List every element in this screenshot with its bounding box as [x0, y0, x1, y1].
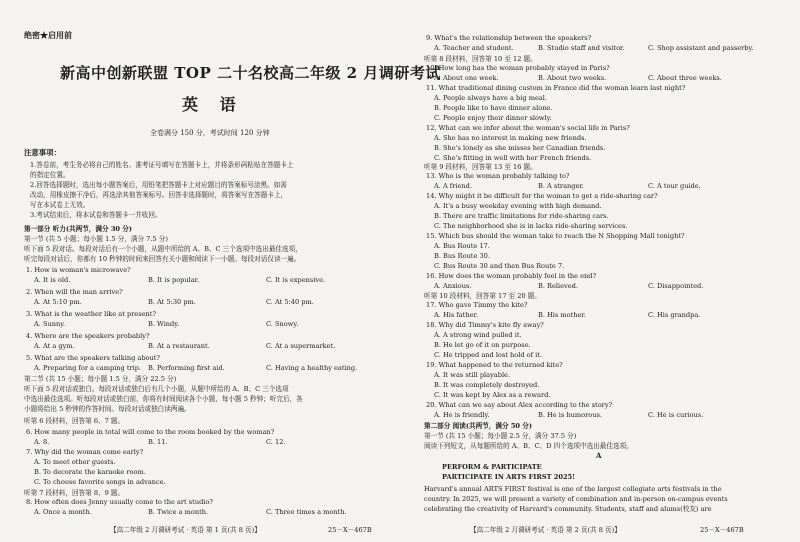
- option-b: B. Bus Route 30.: [434, 252, 490, 260]
- option-b: B. Studio staff and visitor.: [538, 44, 625, 52]
- question-12: 12. What can we infer about the woman's social life in Paris?: [426, 124, 630, 132]
- section2-instructions: 小题将给出 5 秒钟的作答时间。每段对话或独白读两遍。: [24, 405, 191, 413]
- note-line: 3.考试结束后，将本试卷和答题卡一并收回。: [30, 211, 162, 219]
- option-c: C. The neighborhood she is in lacks ride-sharing services.: [434, 222, 628, 230]
- option-b: B. Relieved.: [538, 282, 578, 290]
- page-code: 25－X－467B: [700, 526, 744, 534]
- option-b: B. People like to have dinner alone.: [434, 104, 553, 112]
- section2-instructions: 中选出最佳选项。听每段对话或独白前，你将有时间阅读各个小题，每小题 5 秒钟；听完后，各: [24, 395, 303, 403]
- option-b: B. To decorate the karaoke room.: [34, 468, 146, 476]
- notes-list: [30, 160, 293, 220]
- option-b: B. Windy.: [148, 320, 180, 328]
- passage-subheading: PARTICIPATE IN ARTS FIRST 2025!: [442, 473, 576, 481]
- note-line: 的指定位置。: [30, 171, 70, 179]
- note-line: 1.答卷前，考生务必将自己的姓名、准考证号填写在答题卡上，并将条形码粘贴在答题卡上: [30, 161, 294, 169]
- option-c: C. It was kept by Alex as a reward.: [434, 391, 551, 399]
- question-18: 18. Why did Timmy's kite fly away?: [426, 321, 544, 329]
- listening-material-6: 听第 6 段材料，回答第 6、7 题。: [24, 417, 125, 425]
- section1-heading: 第一节 (共 5 小题；每小题 1.5 分，满分 7.5 分): [24, 235, 168, 243]
- question-9: 9. What's the relationship between the speakers?: [426, 34, 592, 42]
- option-a: A. Sunny.: [34, 320, 66, 328]
- option-c: C. 12.: [266, 438, 286, 446]
- question-1: 1. How is woman's microwave?: [26, 266, 131, 274]
- passage-label: A: [596, 451, 602, 460]
- option-c: C. He tripped and lost hold of it.: [434, 351, 543, 359]
- option-a: A. She has no interest in making new friends.: [434, 134, 587, 142]
- section2-heading: 第二节 (共 15 小题；每小题 1.5 分，满分 22.5 分): [24, 375, 177, 383]
- option-a: A. A friend.: [434, 182, 472, 190]
- listening-material-10: 听第 10 段材料，回答第 17 至 20 题。: [424, 292, 541, 300]
- question-6: 6. How many people in total will come to the room booked by the woman?: [26, 428, 275, 436]
- option-a: A. People always have a big meal.: [434, 94, 547, 102]
- question-3: 3. What is the weather like at present?: [26, 310, 156, 318]
- option-b: B. His mother.: [538, 311, 586, 319]
- option-b: B. A stranger.: [538, 182, 584, 190]
- option-c: C. His grandpa.: [648, 311, 701, 319]
- reading-instructions: 阅读下列短文，从每题所给的 A、B、C、D 四个选项中选出最佳选项。: [424, 442, 633, 450]
- option-c: C. Snowy.: [266, 320, 299, 328]
- option-c: C. A tour guide.: [648, 182, 701, 190]
- option-c: C. Having a healthy eating.: [266, 364, 358, 372]
- option-a: A. Teacher and student.: [434, 44, 514, 52]
- listening-material-9: 听第 9 段材料，回答第 13 至 16 题。: [424, 163, 537, 171]
- option-b: B. At 5:30 pm.: [148, 298, 196, 306]
- option-a: A. 8.: [34, 438, 50, 446]
- page-footer: 【高二年级 2 月调研考试 · 英语 第 2 页(共 8 页)】: [470, 526, 621, 534]
- confidential-label: 绝密★启用前: [24, 30, 72, 40]
- question-13: 13. Who is the woman probably talking to?: [426, 172, 570, 180]
- subject-title: 英 语: [182, 95, 244, 114]
- question-2: 2. When will the man arrive?: [26, 288, 123, 296]
- question-10: 10. How long has the woman probably stayed in Paris?: [426, 64, 610, 72]
- option-b: B. Twice a month.: [148, 508, 209, 516]
- option-c: C. To choose favorite songs in advance.: [34, 478, 166, 486]
- option-b: B. She's lonely as she misses her Canadian friends.: [434, 144, 606, 152]
- option-a: A. It is old.: [34, 276, 71, 284]
- option-b: B. He let go of it on purpose.: [434, 341, 531, 349]
- page-2: [400, 0, 800, 542]
- notes-title: 注意事项：: [24, 148, 61, 157]
- option-c: C. People enjoy their dinner slowly.: [434, 114, 552, 122]
- option-b: B. It was completely destroyed.: [434, 381, 540, 389]
- option-c: C. Shop assistant and passerby.: [648, 44, 754, 52]
- question-16: 16. How does the woman probably feel in the end?: [426, 272, 596, 280]
- passage-heading: PERFORM & PARTICIPATE: [442, 463, 542, 471]
- option-c: C. Bus Route 30 and then Bus Route 7.: [434, 262, 565, 270]
- option-a: A. It's a busy weekday evening with high demand.: [434, 202, 602, 210]
- section1-instructions: 听下面 5 段对话。每段对话后有一个小题，从题中所给的 A、B、C 三个选项中选出最佳选项，: [24, 245, 302, 253]
- option-a: A. Once a month.: [34, 508, 92, 516]
- passage-line: country. In 2025, we will present a variety of combination and in-person on-campus events: [424, 495, 728, 503]
- option-c: C. She's fitting in well with her French friends.: [434, 154, 592, 162]
- question-14: 14. Why might it be difficult for the woman to get a ride-sharing car?: [426, 192, 658, 200]
- passage-line: Harvard's annual ARTS FIRST festival is one of the largest collegiate arts festivals in the: [424, 485, 722, 493]
- question-8: 8. How often does Jenny usually come to the art studio?: [26, 498, 213, 506]
- option-a: A. It was still playable.: [434, 371, 511, 379]
- option-c: C. Disappointed.: [648, 282, 704, 290]
- question-20: 20. What can we say about Alex according to the story?: [426, 401, 613, 409]
- page-code: 25－X－467B: [328, 526, 372, 534]
- question-4: 4. Where are the speakers probably?: [26, 332, 150, 340]
- option-b: B. At a restaurant.: [148, 342, 210, 350]
- question-11: 11. What traditional dining custom in France did the woman learn last night?: [426, 84, 686, 92]
- note-line: 改动，用橡皮擦干净后，再选涂其他答案标号。回答非选择题时，将答案写在答题卡上，: [30, 191, 288, 199]
- section2-instructions: 听下面 5 段对话或独白。每段对话或独白后有几个小题，从题中所给的 A、B、C 三个选项: [24, 385, 289, 393]
- option-a: A. About one week.: [434, 74, 499, 82]
- option-b: B. 11.: [148, 438, 168, 446]
- question-5: 5. What are the speakers talking about?: [26, 354, 160, 362]
- section1-instructions: 听完每段对话后，你都有 10 秒钟的时间来回答有关小题和阅读下一小题。每段对话仅读一遍。: [24, 255, 301, 263]
- question-15: 15. Which bus should the woman take to reach the N Shopping Mall tonight?: [426, 232, 685, 240]
- listening-material-8: 听第 8 段材料，回答第 10 至 12 题。: [424, 55, 537, 63]
- option-a: A. His father.: [434, 311, 478, 319]
- option-a: A. Bus Route 17.: [434, 242, 490, 250]
- part1-heading: 第一部分 听力(共两节，满分 30 分): [24, 225, 133, 233]
- reading-section1-heading: 第一节 (共 15 小题；每小题 2.5 分，满分 37.5 分): [424, 432, 577, 440]
- question-7: 7. Why did the woman come early?: [26, 448, 144, 456]
- option-c: C. At 5:40 pm.: [266, 298, 314, 306]
- option-a: A. Anxious.: [434, 282, 472, 290]
- option-b: B. It is popular.: [148, 276, 200, 284]
- question-19: 19. What happened to the returned kite?: [426, 361, 563, 369]
- option-a: A. A strong wind pulled it.: [434, 331, 522, 339]
- option-a: A. At a gym.: [34, 342, 75, 350]
- option-b: B. He is humorous.: [538, 411, 602, 419]
- option-c: C. At a supermarket.: [266, 342, 336, 350]
- question-17: 17. Who gave Timmy the kite?: [426, 301, 528, 309]
- option-b: B. Performing first aid.: [148, 364, 225, 372]
- option-b: B. About two weeks.: [538, 74, 607, 82]
- exam-title: 新高中创新联盟 TOP 二十名校高二年级 2 月调研考试: [60, 64, 441, 82]
- passage-line: celebrating the creativity of Harvard's community. Students, staff and alums(校友) are: [424, 505, 712, 513]
- note-line: 写在本试卷上无效。: [30, 201, 90, 209]
- page-footer: 【高二年级 2 月调研考试 · 英语 第 1 页(共 8 页)】: [110, 526, 261, 534]
- option-a: A. He is friendly.: [434, 411, 490, 419]
- option-a: A. Preparing for a camping trip.: [34, 364, 142, 372]
- option-c: C. It is expensive.: [266, 276, 326, 284]
- option-b: B. There are traffic limitations for ride-sharing cars.: [434, 212, 609, 220]
- option-c: C. About three weeks.: [648, 74, 722, 82]
- listening-material-7: 听第 7 段材料，回答第 8、9 题。: [24, 489, 125, 497]
- exam-meta: 全卷满分 150 分，考试时间 120 分钟: [150, 129, 270, 137]
- note-line: 2.回答选择题时，选出每小题答案后，用铅笔把答题卡上对应题目的答案标号涂黑。如需: [30, 181, 287, 189]
- option-c: C. Three times a month.: [266, 508, 347, 516]
- part2-heading: 第二部分 阅读(共两节，满分 50 分): [424, 422, 533, 430]
- option-a: A. At 5:10 pm.: [34, 298, 82, 306]
- option-a: A. To meet other guests.: [34, 458, 116, 466]
- option-c: C. He is curious.: [648, 411, 704, 419]
